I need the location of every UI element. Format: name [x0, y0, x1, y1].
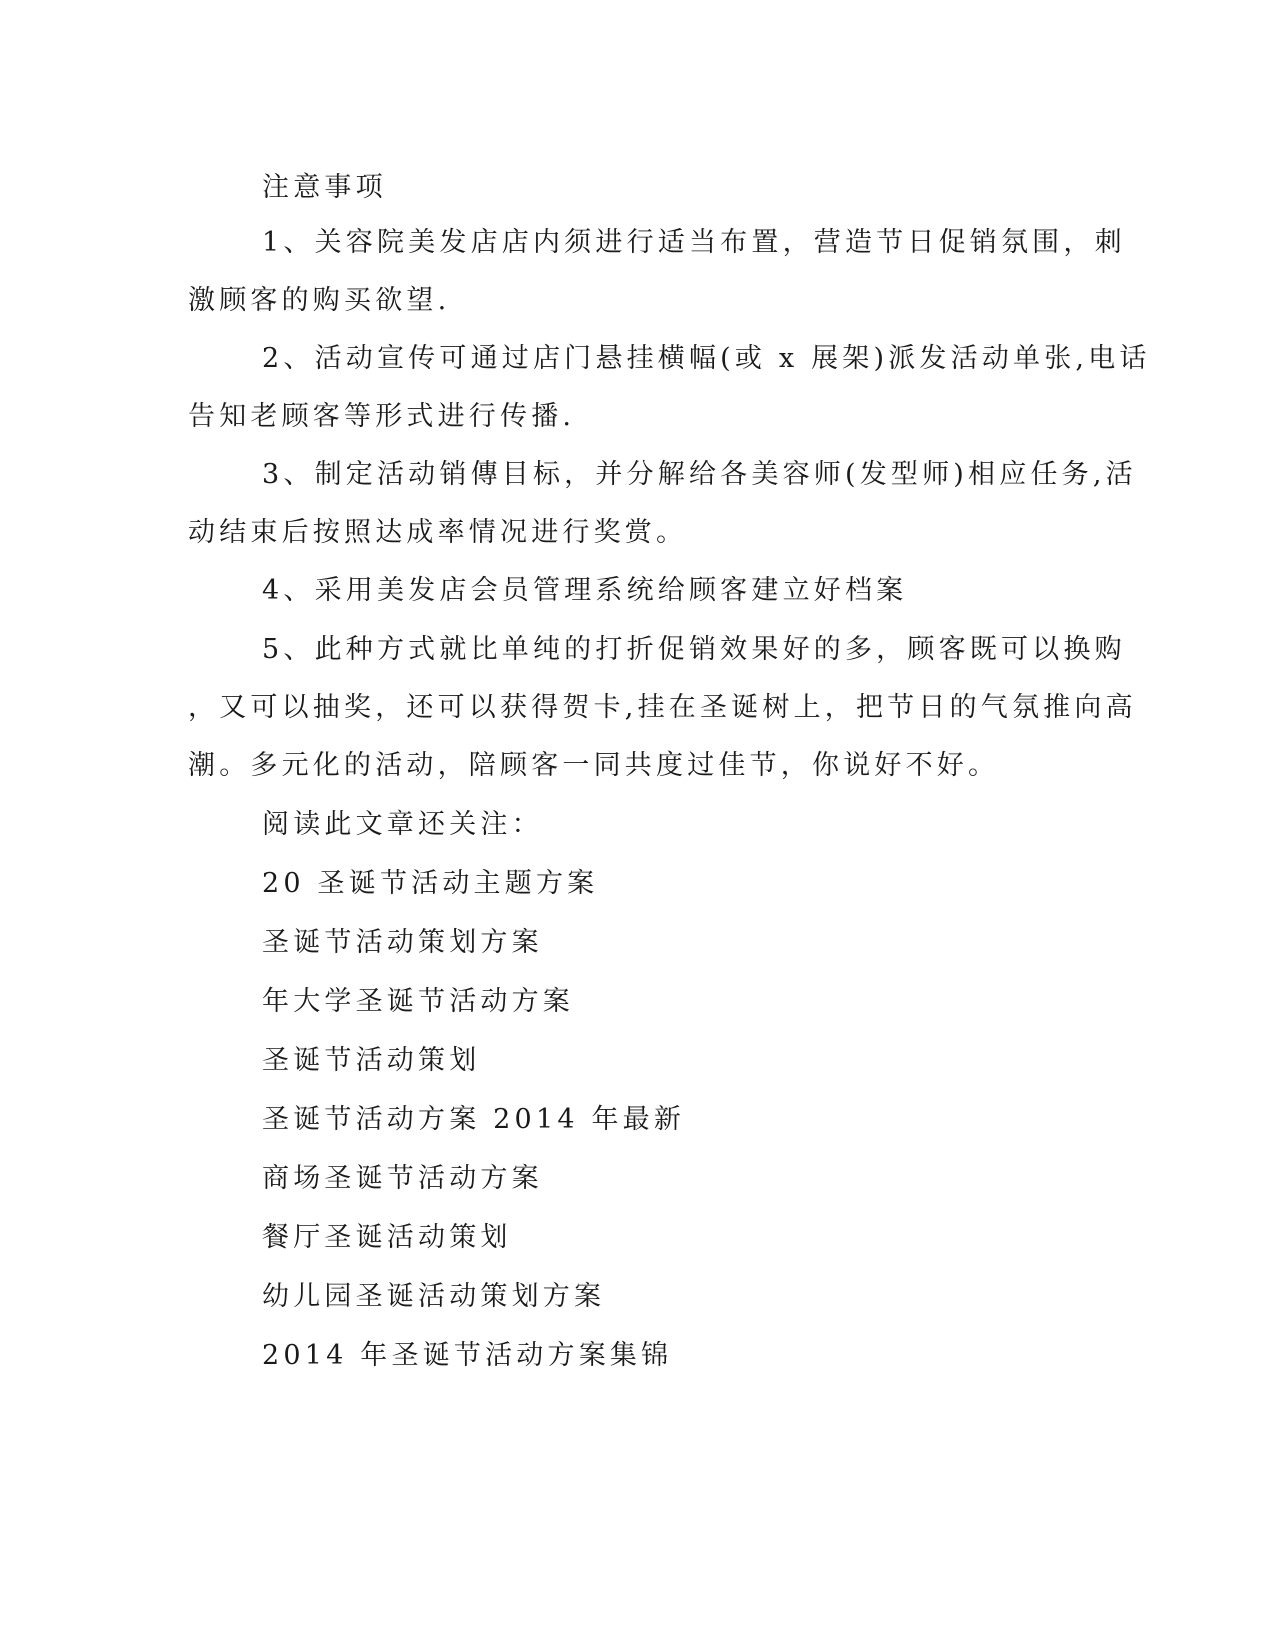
item-1-line-1: 1、关容院美发店店内须进行适当布置，营造节日促销氛围，刺 [262, 227, 1126, 258]
related-link[interactable]: 20 圣诞节活动主题方案 [262, 868, 599, 899]
item-3-line-2: 动结束后按照达成率情况进行奖赏。 [188, 517, 688, 548]
related-link[interactable]: 商场圣诞节活动方案 [262, 1163, 543, 1194]
item-5-line-3: 潮。多元化的活动，陪顾客一同共度过佳节，你说好不好。 [188, 750, 1000, 781]
related-link[interactable]: 圣诞节活动方案 2014 年最新 [262, 1104, 686, 1135]
item-4-line-1: 4、采用美发店会员管理系统给顾客建立好档案 [262, 575, 908, 606]
item-1-line-2: 激顾客的购买欲望. [188, 285, 451, 316]
related-title: 阅读此文章还关注： [262, 809, 543, 840]
item-5-line-2: ，又可以抽奖，还可以获得贺卡,挂在圣诞树上，把节日的气氛推向高 [188, 692, 1137, 723]
related-link[interactable]: 幼儿园圣诞活动策划方案 [262, 1281, 606, 1312]
related-link[interactable]: 圣诞节活动策划方案 [262, 927, 543, 958]
related-link[interactable]: 餐厅圣诞活动策划 [262, 1222, 512, 1253]
item-3-line-1: 3、制定活动销傳目标，并分解给各美容师(发型师)相应任务,活 [262, 459, 1137, 490]
related-link[interactable]: 年大学圣诞节活动方案 [262, 986, 574, 1017]
item-2-line-1: 2、活动宣传可通过店门悬挂横幅(或 x 展架)派发活动单张,电话 [262, 343, 1151, 374]
section-heading: 注意事项 [262, 172, 387, 203]
item-5-line-1: 5、此种方式就比单纯的打折促销效果好的多，顾客既可以换购 [262, 634, 1126, 665]
item-2-line-2: 告知老顾客等形式进行传播. [188, 401, 576, 432]
related-link[interactable]: 2014 年圣诞节活动方案集锦 [262, 1340, 673, 1371]
related-link[interactable]: 圣诞节活动策划 [262, 1045, 481, 1076]
